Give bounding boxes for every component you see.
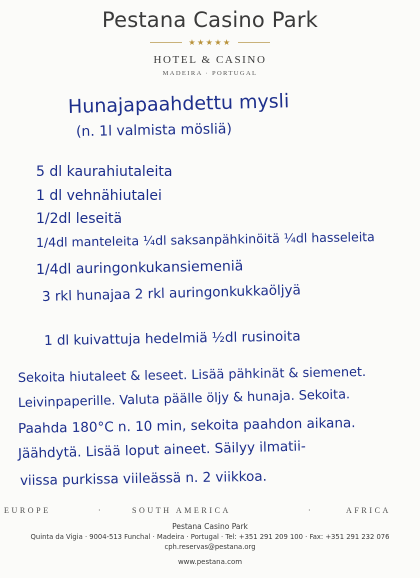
hotel-name: Pestana Casino Park	[101, 8, 319, 32]
ingredient-line: 5 dl kaurahiutaleita	[36, 164, 173, 180]
recipe-subtitle: (n. 1l valmista mösliä)	[75, 121, 233, 140]
method-line: Paahda 180°C n. 10 min, sekoita paahdon aikana.	[17, 415, 356, 437]
footer-address-line: Quinta da Vigia · 9004-513 Funchal · Madeira · Portugal · Tel: +351 291 209 100 · Fax: +351 291 232 076	[30, 533, 390, 541]
region-africa: AFRICA	[346, 506, 391, 515]
footer-email: cph.reservas@pestana.org	[164, 543, 256, 551]
region-south-america: SOUTH AMERICA	[132, 506, 231, 515]
region-separator: ·	[98, 506, 104, 515]
hotel-location: MADEIRA · PORTUGAL	[162, 70, 258, 77]
ingredient-line: 3 rkl hunajaa 2 rkl auringonkukkaöljyä	[41, 282, 301, 305]
method-line: Jäähdytä. Lisää loput aineet. Säilyy ilmatii-	[17, 438, 307, 462]
hotel-subtitle: HOTEL & CASINO	[153, 54, 267, 66]
footer-website: www.pestana.com	[177, 558, 243, 566]
letterhead	[0, 8, 420, 78]
star-rating	[150, 38, 270, 48]
method-line: Sekoita hiutaleet & leseet. Lisää pähkinät & siemenet.	[17, 364, 367, 386]
ingredient-line: 1/4dl manteleita ¼dl saksanpähkinöitä ¼dl hasseleita	[35, 229, 375, 250]
ingredient-line: 1 dl kuivattuja hedelmiä ½dl rusinoita	[43, 328, 301, 349]
divider-line-right	[238, 42, 270, 43]
method-line: viissa purkissa viileässä n. 2 viikkoa.	[19, 468, 268, 489]
footer-hotel-name: Pestana Casino Park	[172, 522, 248, 531]
method-line: Leivinpaperille. Valuta päälle öljy & hunaja. Sekoita.	[17, 387, 351, 411]
ingredient-line: 1 dl vehnähiutalei	[36, 188, 162, 204]
ingredient-line: 1/4dl auringonkukansiemeniä	[35, 258, 244, 278]
recipe-title: Hunajapaahdettu mysli	[67, 90, 290, 118]
region-separator: ·	[308, 506, 314, 515]
stars-icon: ★★★★★	[188, 38, 232, 47]
ingredient-line: 1/2dl leseitä	[36, 211, 123, 227]
footer-regions	[0, 506, 420, 518]
footer-address	[0, 521, 420, 567]
region-europe: EUROPE	[4, 506, 51, 515]
